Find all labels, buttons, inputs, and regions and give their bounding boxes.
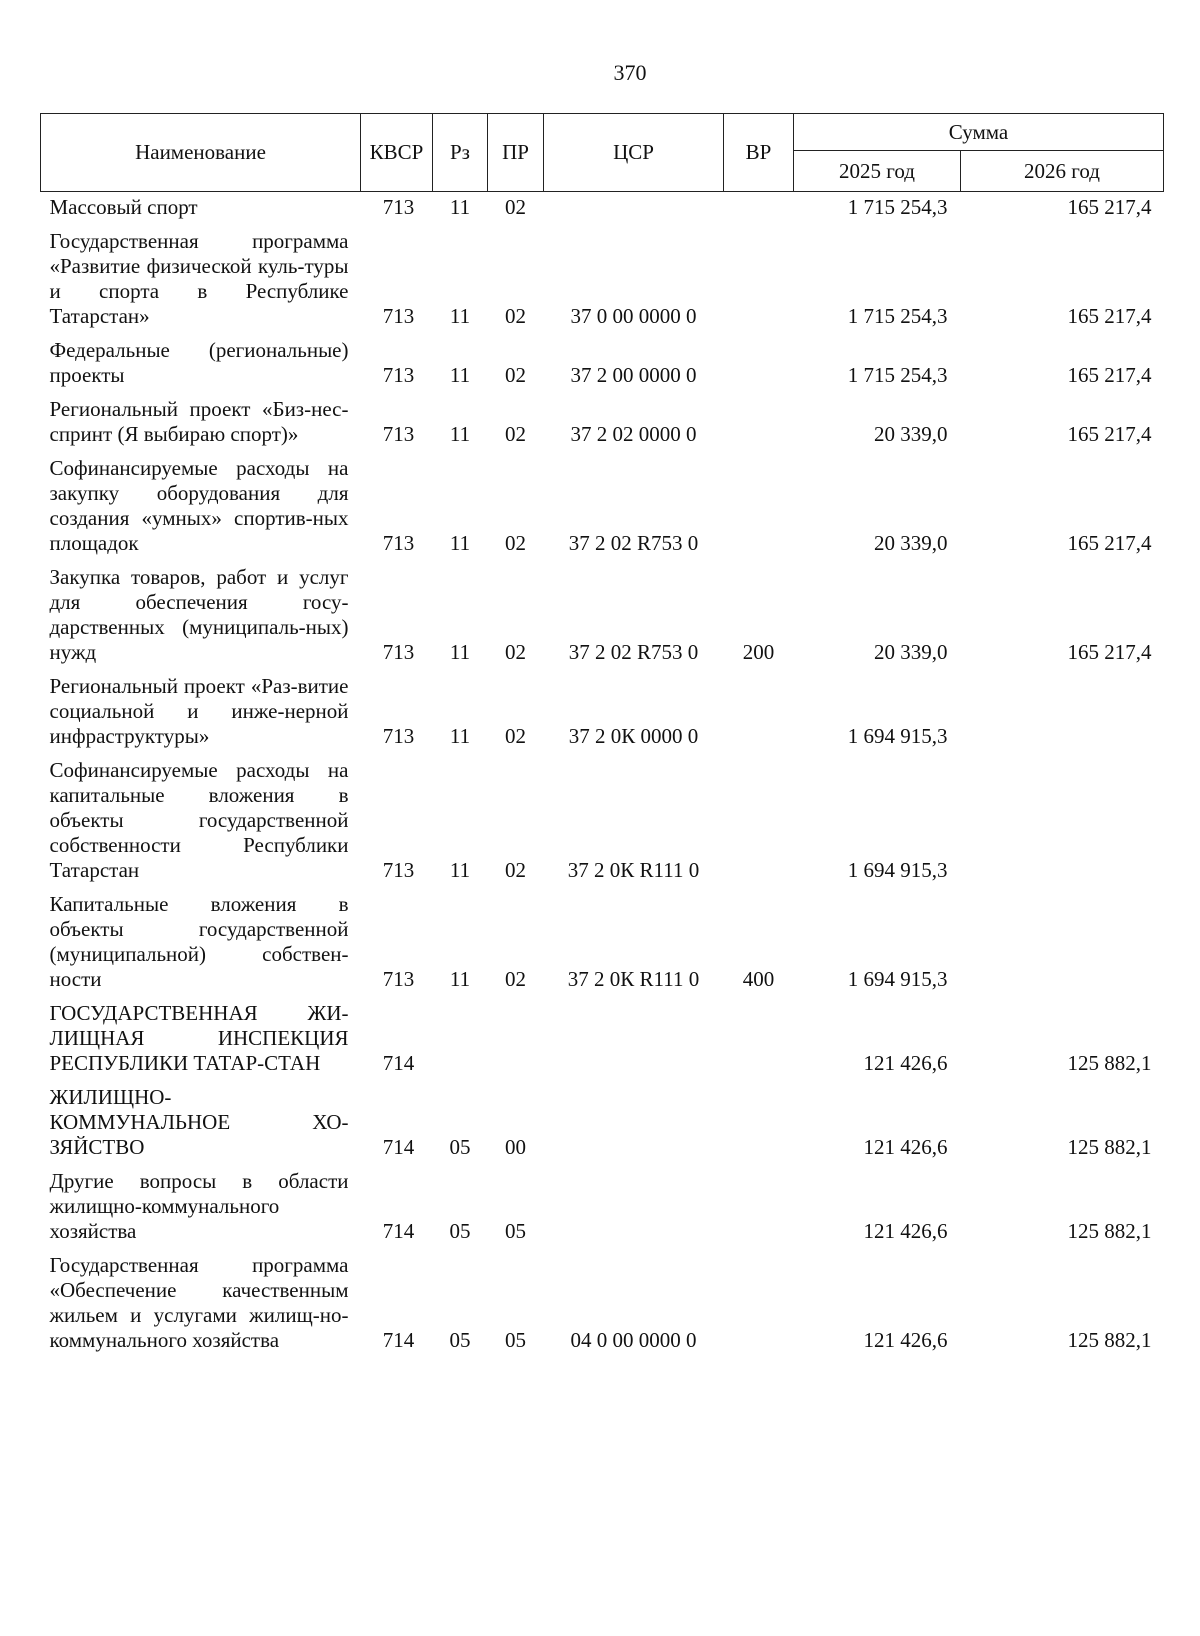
row-sum-2025: 121 426,6 <box>863 1135 948 1159</box>
row-sum-2026: 125 882,1 <box>1067 1051 1152 1075</box>
budget-table <box>40 113 1164 1353</box>
row-kvsr: 713 <box>382 531 415 555</box>
row-rz: 11 <box>449 531 471 555</box>
row-sum-2025: 20 339,0 <box>874 640 948 664</box>
row-vr <box>724 992 794 1076</box>
table-row <box>41 220 1164 329</box>
row-vr <box>724 665 794 749</box>
row-csr: 37 2 02 R753 0 <box>568 640 699 664</box>
row-kvsr: 713 <box>382 304 415 328</box>
table-row <box>41 447 1164 556</box>
row-kvsr: 714 <box>382 1328 415 1352</box>
header-csr: ЦСР <box>544 114 724 192</box>
row-csr: 37 2 0К R111 0 <box>567 967 700 991</box>
row-vr <box>724 447 794 556</box>
row-name: Государственная программа «Обеспечение качественным жильем и услугами жилищ-но-коммунального хозяйства <box>49 1253 349 1352</box>
row-name: Государственная программа «Развитие физической куль-туры и спорта в Республике Татарстан» <box>49 229 349 328</box>
row-rz: 05 <box>449 1135 471 1159</box>
row-sum-2026 <box>961 749 1164 883</box>
row-rz: 11 <box>449 195 471 219</box>
row-rz: 11 <box>449 363 471 387</box>
row-pr: 05 <box>505 1328 526 1352</box>
row-sum-2025: 1 694 915,3 <box>847 858 948 882</box>
row-sum-2025: 1 694 915,3 <box>847 724 948 748</box>
row-rz: 11 <box>449 422 471 446</box>
row-csr <box>544 1076 724 1160</box>
table-row <box>41 1160 1164 1244</box>
row-sum-2026 <box>961 883 1164 992</box>
row-pr: 02 <box>505 195 526 219</box>
row-csr: 37 0 00 0000 0 <box>570 304 697 328</box>
row-vr <box>724 1244 794 1353</box>
row-sum-2025: 121 426,6 <box>863 1219 948 1243</box>
row-csr: 37 2 0К 0000 0 <box>568 724 699 748</box>
table-row <box>41 388 1164 447</box>
header-kvsr: КВСР <box>361 114 433 192</box>
row-sum-2026: 165 217,4 <box>1067 304 1152 328</box>
row-sum-2026: 165 217,4 <box>1067 195 1152 219</box>
row-sum-2026: 125 882,1 <box>1067 1135 1152 1159</box>
row-csr <box>544 992 724 1076</box>
row-csr <box>544 1160 724 1244</box>
row-rz: 05 <box>449 1328 471 1352</box>
table-row <box>41 1244 1164 1353</box>
row-name: ГОСУДАРСТВЕННАЯ ЖИ-ЛИЩНАЯ ИНСПЕКЦИЯ РЕСПУБЛИКИ ТАТАР-СТАН <box>49 1001 349 1075</box>
table-header <box>41 114 1164 192</box>
row-kvsr: 713 <box>382 422 415 446</box>
header-vr: ВР <box>724 114 794 192</box>
row-pr <box>488 992 544 1076</box>
row-pr: 02 <box>505 363 526 387</box>
header-rz: Рз <box>433 114 488 192</box>
row-pr: 02 <box>505 304 526 328</box>
row-sum-2025: 1 694 915,3 <box>847 967 948 991</box>
row-csr: 37 2 02 0000 0 <box>570 422 697 446</box>
header-name: Наименование <box>41 114 361 192</box>
table-body <box>41 192 1164 1354</box>
row-name: Софинансируемые расходы на закупку оборудования для создания «умных» спортив-ных площадок <box>49 456 349 555</box>
row-name: Другие вопросы в области жилищно-коммунального хозяйства <box>49 1169 349 1243</box>
row-rz: 11 <box>449 724 471 748</box>
row-vr <box>724 329 794 388</box>
row-kvsr: 713 <box>382 363 415 387</box>
table-row <box>41 992 1164 1076</box>
table-row <box>41 329 1164 388</box>
header-sum: Сумма <box>794 114 1164 151</box>
row-vr <box>724 1076 794 1160</box>
row-vr <box>724 749 794 883</box>
row-pr: 02 <box>505 640 526 664</box>
row-name: Закупка товаров, работ и услуг для обеспечения госу-дарственных (муниципаль-ных) нужд <box>49 565 349 664</box>
row-name: ЖИЛИЩНО-КОММУНАЛЬНОЕ ХО-ЗЯЙСТВО <box>49 1085 349 1159</box>
row-sum-2025: 121 426,6 <box>863 1051 948 1075</box>
row-name: Федеральные (региональные) проекты <box>49 338 349 387</box>
row-vr <box>724 388 794 447</box>
header-year-2026: 2026 год <box>961 151 1164 192</box>
row-kvsr: 714 <box>382 1219 415 1243</box>
row-pr: 02 <box>505 724 526 748</box>
budget-table-container <box>40 113 1163 1353</box>
row-sum-2025: 1 715 254,3 <box>847 363 948 387</box>
row-pr: 02 <box>505 967 526 991</box>
row-pr: 02 <box>505 858 526 882</box>
row-csr: 37 2 00 0000 0 <box>570 363 697 387</box>
row-rz: 05 <box>449 1219 471 1243</box>
row-rz: 11 <box>449 858 471 882</box>
row-pr: 00 <box>505 1135 526 1159</box>
row-csr: 37 2 02 R753 0 <box>568 531 699 555</box>
row-sum-2026: 165 217,4 <box>1067 640 1152 664</box>
table-row <box>41 192 1164 221</box>
row-sum-2026: 125 882,1 <box>1067 1219 1152 1243</box>
row-pr: 02 <box>505 422 526 446</box>
row-kvsr: 713 <box>382 967 415 991</box>
row-kvsr: 713 <box>382 724 415 748</box>
row-rz <box>433 992 488 1076</box>
row-vr: 400 <box>742 967 775 991</box>
row-pr: 05 <box>505 1219 526 1243</box>
row-sum-2026: 125 882,1 <box>1067 1328 1152 1352</box>
row-name: Региональный проект «Биз-нес-спринт (Я выбираю спорт)» <box>49 397 349 446</box>
page-number: 370 <box>613 60 647 85</box>
row-sum-2025: 20 339,0 <box>874 422 948 446</box>
row-name: Массовый спорт <box>49 195 198 219</box>
table-row <box>41 665 1164 749</box>
header-year-2025: 2025 год <box>794 151 961 192</box>
row-sum-2026: 165 217,4 <box>1067 531 1152 555</box>
table-row <box>41 883 1164 992</box>
row-vr <box>724 220 794 329</box>
row-csr: 04 0 00 0000 0 <box>570 1328 697 1352</box>
row-rz: 11 <box>449 640 471 664</box>
row-sum-2026: 165 217,4 <box>1067 422 1152 446</box>
row-name: Софинансируемые расходы на капитальные вложения в объекты государственной собственности Республики Татарстан <box>49 758 349 882</box>
row-sum-2025: 1 715 254,3 <box>847 195 948 219</box>
row-rz: 11 <box>449 967 471 991</box>
row-kvsr: 713 <box>382 858 415 882</box>
row-vr <box>724 1160 794 1244</box>
row-vr: 200 <box>742 640 775 664</box>
row-csr <box>544 192 724 221</box>
row-kvsr: 713 <box>382 640 415 664</box>
row-sum-2025: 20 339,0 <box>874 531 948 555</box>
row-rz: 11 <box>449 304 471 328</box>
row-kvsr: 714 <box>382 1135 415 1159</box>
header-pr: ПР <box>488 114 544 192</box>
row-sum-2026 <box>961 665 1164 749</box>
row-sum-2025: 121 426,6 <box>863 1328 948 1352</box>
row-vr <box>724 192 794 221</box>
table-row <box>41 749 1164 883</box>
row-kvsr: 713 <box>382 195 415 219</box>
row-sum-2025: 1 715 254,3 <box>847 304 948 328</box>
table-row <box>41 1076 1164 1160</box>
table-row <box>41 556 1164 665</box>
row-sum-2026: 165 217,4 <box>1067 363 1152 387</box>
row-name: Региональный проект «Раз-витие социальной и инже-нерной инфраструктуры» <box>49 674 349 748</box>
row-csr: 37 2 0К R111 0 <box>567 858 700 882</box>
row-name: Капитальные вложения в объекты государственной (муниципальной) собствен-ности <box>49 892 349 991</box>
row-pr: 02 <box>505 531 526 555</box>
row-kvsr: 714 <box>382 1051 415 1075</box>
